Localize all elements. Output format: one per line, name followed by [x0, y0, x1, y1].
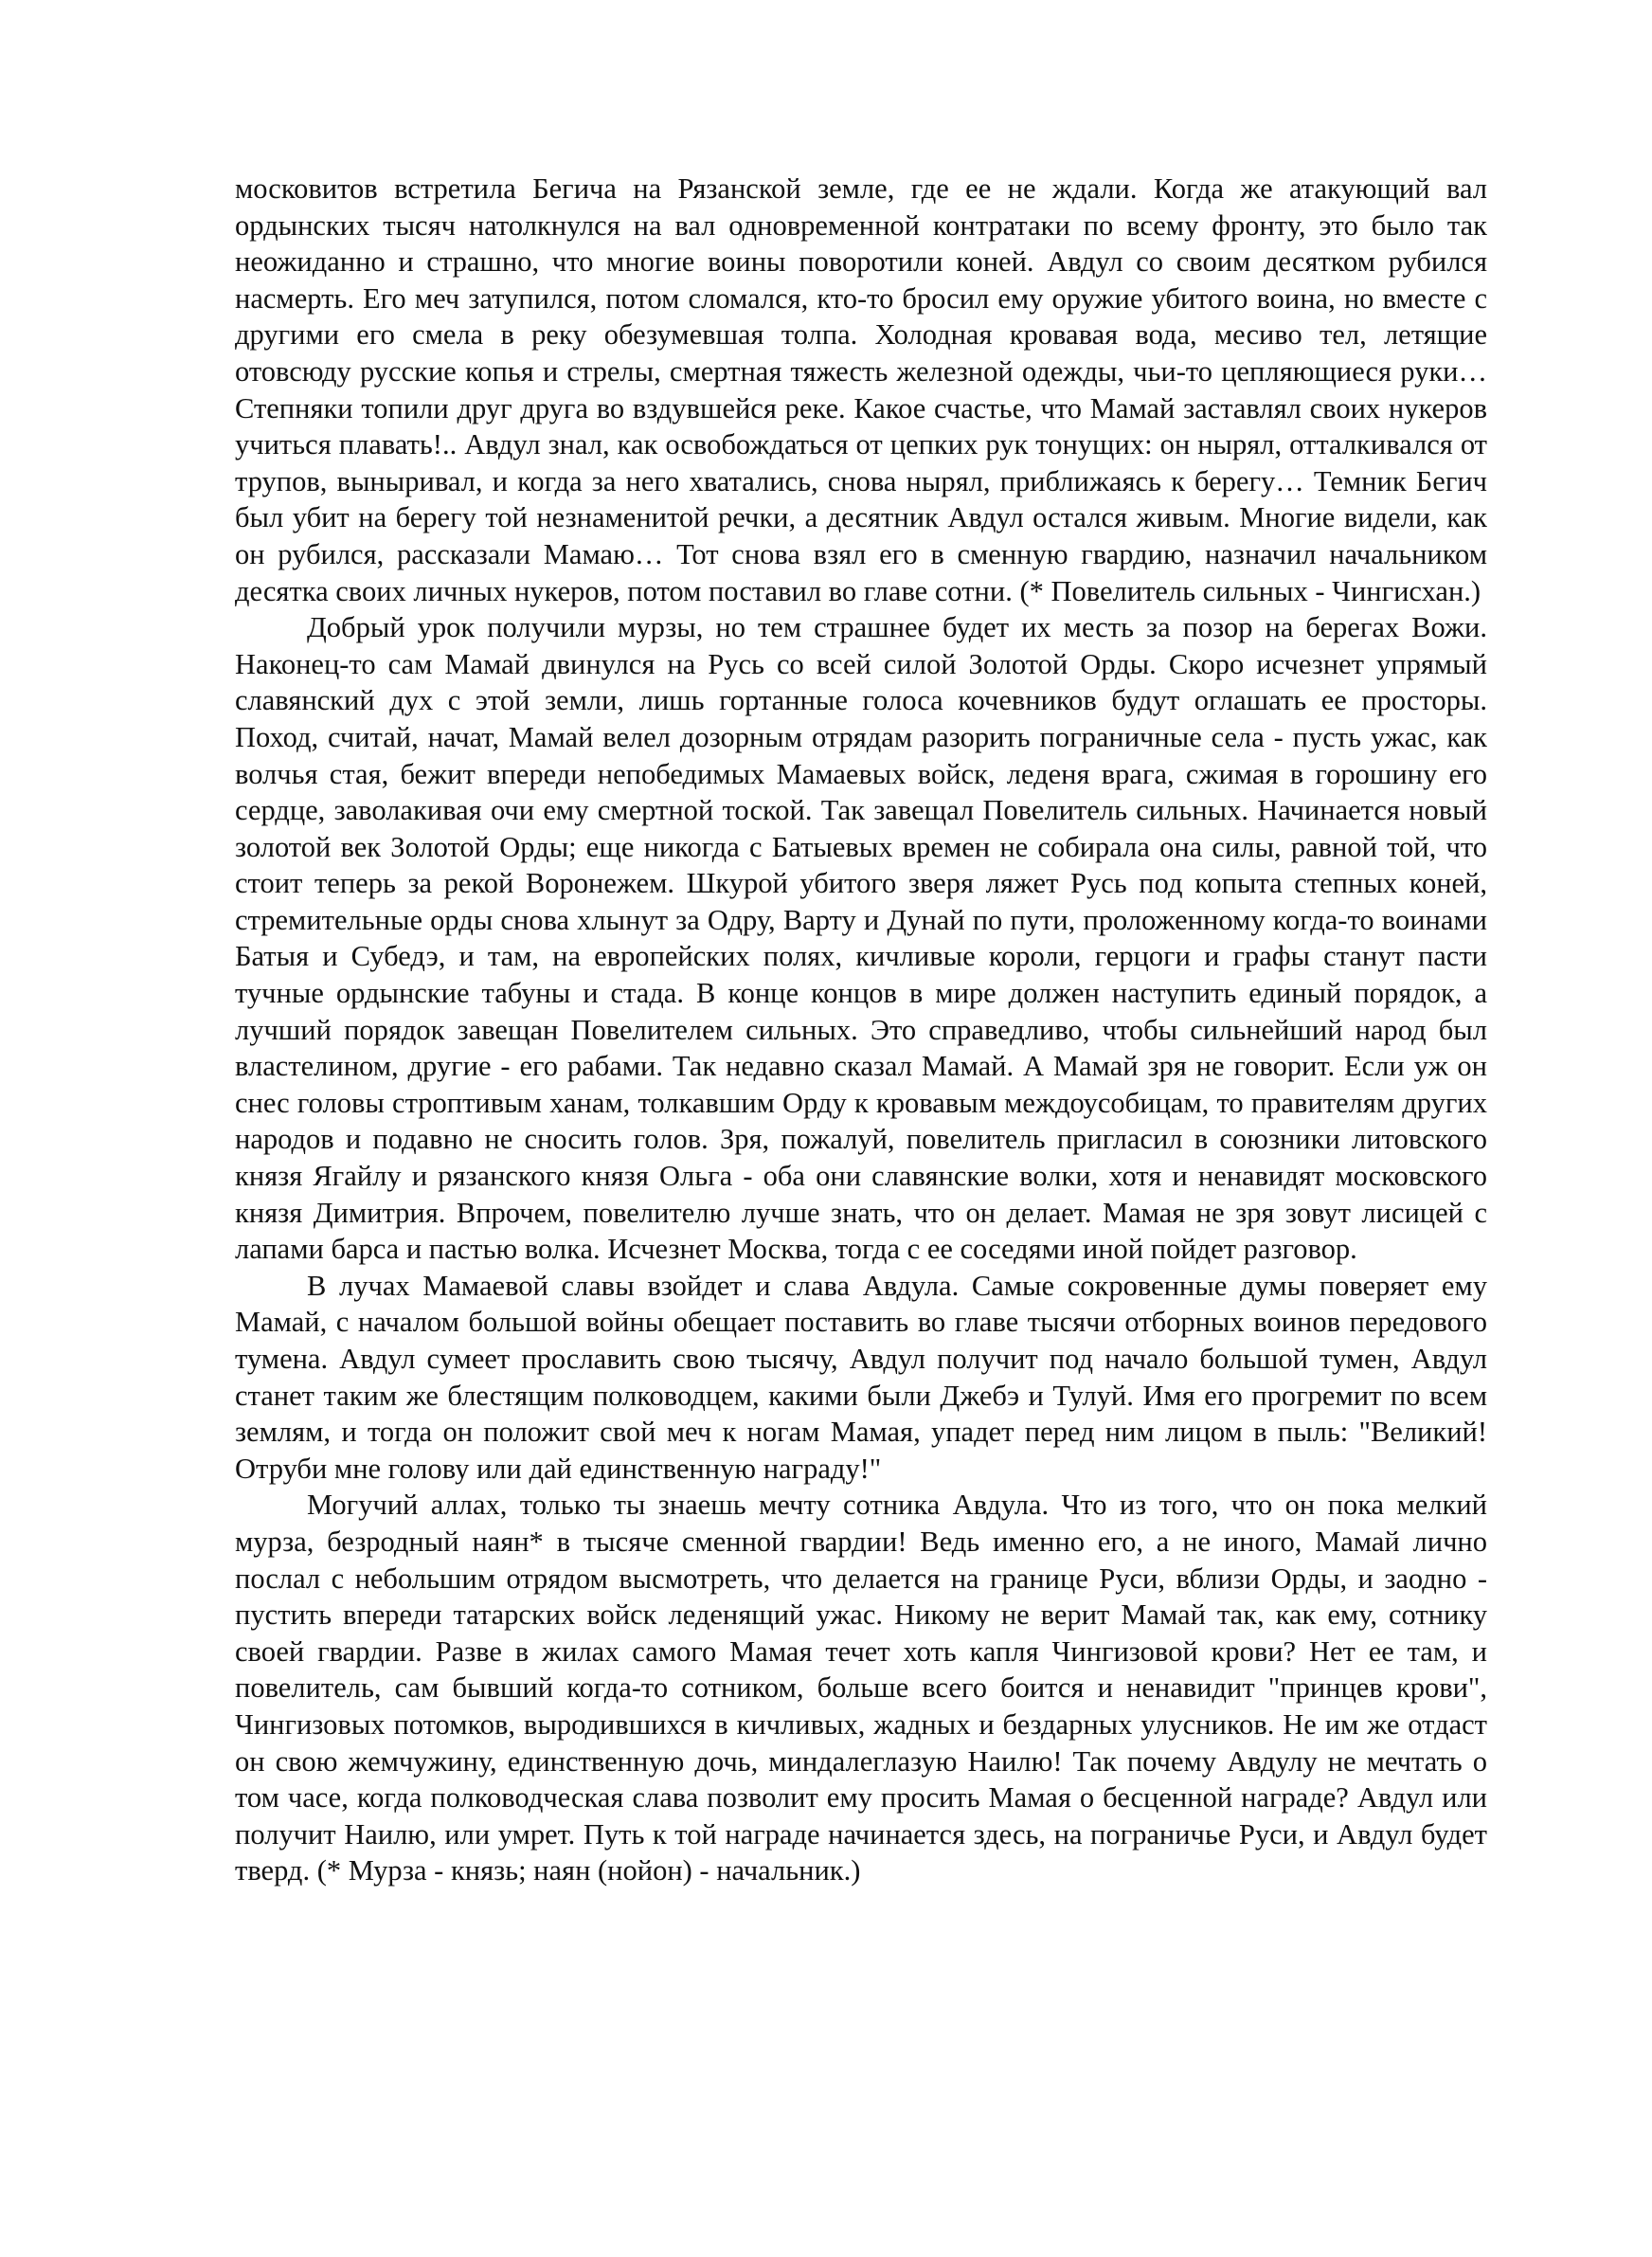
- paragraph: В лучах Мамаевой славы взойдет и слава Авдула. Самые сокровенные думы поверяет ему Мамай, с началом большой войны обещает поставить во главе тысячи отборных воинов передового тумена. Авдул сумеет прославить свою тысячу, Авдул получит под начало большой тумен, Авдул станет таким же блестящим полководцем, какими были Джебэ и Тулуй. Имя его прогремит по всем землям, и тогда он положит свой меч к ногам Мамая, упадет перед ним лицом в пыль: "Великий! Отруби мне голову или дай единственную награду!": [235, 1269, 1487, 1485]
- paragraph: Добрый урок получили мурзы, но тем страшнее будет их месть за позор на берегах Вожи. Наконец-то сам Мамай двинулся на Русь со всей силой Золотой Орды. Скоро исчезнет упрямый славянский дух с этой земли, лишь гортанные голоса кочевников будут оглашать ее просторы. Поход, считай, начат, Мамай велел дозорным отрядам разорить пограничные села - пусть ужас, как волчья стая, бежит впереди непобедимых Мамаевых войск, леденя врага, сжимая в горошину его сердце, заволакивая очи ему смертной тоской. Так завещал Повелитель сильных. Начинается новый золотой век Золотой Орды; еще никогда с Батыевых времен не собирала она силы, равной той, что стоит теперь за рекой Воронежем. Шкурой убитого зверя ляжет Русь под копыта степных коней, стремительные орды снова хлынут за Одру, Варту и Дунай по пути, проложенному когда-то воинами Батыя и Субедэ, и там, на европейских полях, кичливые короли, герцоги и графы станут пасти тучные ордынские табуны и стада. В конце концов в мире должен наступить единый порядок, а лучший порядок завещан Повелителем сильных. Это справедливо, чтобы сильнейший народ был властелином, другие - его рабами. Так недавно сказал Мамай. А Мамай зря не говорит. Если уж он снес головы строптивым ханам, толкавшим Орду к кровавым междоусобицам, то правителям других народов и подавно не сносить голов. Зря, пожалуй, повелитель пригласил в союзники литовского князя Ягайлу и рязанского князя Ольга - оба они славянские волки, хотя и ненавидят московского князя Димитрия. Впрочем, повелителю лучше знать, что он делает. Мамая не зря зовут лисицей с лапами барса и пастью волка. Исчезнет Москва, тогда с ее соседями иной пойдет разговор.: [235, 611, 1487, 1266]
- paragraph: Могучий аллах, только ты знаешь мечту сотника Авдула. Что из того, что он пока мелкий мурза, безродный наян* в тысяче сменной гвардии! Ведь именно его, а не иного, Мамай лично послал с небольшим отрядом высмотреть, что делается на границе Руси, вблизи Орды, и заодно - пустить впереди татарских войск леденящий ужас. Никому не верит Мамай так, как ему, сотнику своей гвардии. Разве в жилах самого Мамая течет хоть капля Чингизовой крови? Нет ее там, и повелитель, сам бывший когда-то сотником, больше всего боится и ненавидит "принцев крови", Чингизовых потомков, выродившихся в кичливых, жадных и бездарных улусников. Не им же отдаст он свою жемчужину, единственную дочь, миндалеглазую Наилю! Так почему Авдулу не мечтать о том часе, когда полководческая слава позволит ему просить Мамая о бесценной награде? Авдул или получит Наилю, или умрет. Путь к той награде начинается здесь, на пограничье Руси, и Авдул будет тверд. (* Мурза - князь; наян (нойон) - начальник.): [235, 1489, 1487, 1887]
- paragraph: московитов встретила Бегича на Рязанской земле, где ее не ждали. Когда же атакующий вал ордынских тысяч натолкнулся на вал одновременной контратаки по всему фронту, это было так неожиданно и страшно, что многие воины поворотили коней. Авдул со своим десятком рубился насмерть. Его меч затупился, потом сломался, кто-то бросил ему оружие убитого воина, но вместе с другими его смела в реку обезумевшая толпа. Холодная кровавая вода, месиво тел, летящие отовсюду русские копья и стрелы, смертная тяжесть железной одежды, чьи-то цепляющиеся руки… Степняки топили друг друга во вздувшейся реке. Какое счастье, что Мамай заставлял своих нукеров учиться плавать!.. Авдул знал, как освобождаться от цепких рук тонущих: он нырял, отталкивался от трупов, выныривал, и когда за него хватались, снова нырял, приближаясь к берегу… Темник Бегич был убит на берегу той незнаменитой речки, а десятник Авдул остался живым. Многие видели, как он рубился, рассказали Мамаю… Тот снова взял его в сменную гвардию, назначил начальником десятка своих личных нукеров, потом поставил во главе сотни. (* Повелитель сильных - Чингисхан.): [235, 172, 1487, 607]
- body-text: [235, 171, 1487, 1889]
